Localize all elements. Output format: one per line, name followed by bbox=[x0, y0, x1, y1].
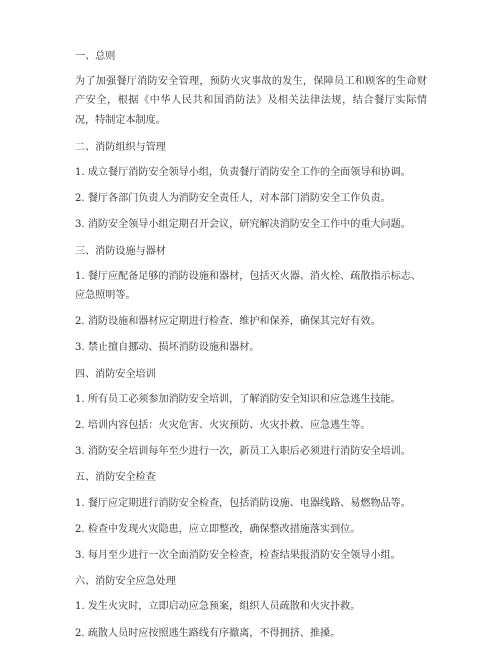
list-item: 2. 培训内容包括：火灾危害、火灾预防、火灾扑救、应急逃生等。 bbox=[75, 420, 371, 432]
list-item: 2. 餐厅各部门负责人为消防安全责任人，对本部门消防安全工作负责。 bbox=[75, 193, 391, 205]
section-inspection bbox=[75, 468, 427, 565]
list-item: 1. 成立餐厅消防安全领导小组，负责餐厅消防安全工作的全面领导和协调。 bbox=[75, 167, 411, 179]
section-facilities bbox=[75, 242, 427, 358]
section-organization bbox=[75, 138, 427, 235]
section-heading: 三、消防设施与器材 bbox=[75, 245, 166, 257]
list-item: 1. 所有员工必须参加消防安全培训，了解消防安全知识和应急逃生技能。 bbox=[75, 393, 401, 405]
list-item: 1. 餐厅应定期进行消防安全检查，包括消防设施、电器线路、易燃物品等。 bbox=[75, 497, 411, 509]
list-item: 2. 消防设施和器材应定期进行检查、维护和保养，确保其完好有效。 bbox=[75, 316, 381, 328]
section-training bbox=[75, 365, 427, 462]
section-heading: 六、消防安全应急处理 bbox=[75, 576, 176, 588]
section-heading: 四、消防安全培训 bbox=[75, 368, 156, 380]
list-item: 3. 每月至少进行一次全面消防安全检查，检查结果报消防安全领导小组。 bbox=[75, 550, 401, 562]
list-item: 2. 疏散人员时应按照逃生路线有序撤离，不得拥挤、推搡。 bbox=[75, 627, 341, 639]
list-item: 1. 餐厅应配备足够的消防设施和器材，包括灭火器、消火栓、疏散指示标志、应急照明等。 bbox=[75, 270, 421, 302]
list-item: 3. 禁止擅自挪动、损坏消防设施和器材。 bbox=[75, 342, 260, 354]
section-heading: 二、消防组织与管理 bbox=[75, 141, 166, 153]
section-heading: 一、总则 bbox=[75, 51, 116, 62]
section-emergency bbox=[75, 572, 427, 643]
document-body bbox=[75, 47, 427, 650]
section-paragraph: 为了加强餐厅消防安全管理，预防火灾事故的发生，保障员工和顾客的生命财产安全，根据《中华人民共和国消防法》及相关法律法规，结合餐厅实际情况，特制定本制度。 bbox=[75, 76, 427, 126]
section-general bbox=[75, 47, 427, 130]
list-item: 3. 消防安全培训每年至少进行一次，新员工入职后必须进行消防安全培训。 bbox=[75, 446, 411, 458]
list-item: 2. 检查中发现火灾隐患，应立即整改，确保整改措施落实到位。 bbox=[75, 523, 361, 535]
section-heading: 五、消防安全检查 bbox=[75, 472, 156, 484]
list-item: 3. 消防安全领导小组定期召开会议，研究解决消防安全工作中的重大问题。 bbox=[75, 219, 411, 231]
list-item: 1. 发生火灾时，立即启动应急预案，组织人员疏散和火灾扑救。 bbox=[75, 601, 361, 613]
